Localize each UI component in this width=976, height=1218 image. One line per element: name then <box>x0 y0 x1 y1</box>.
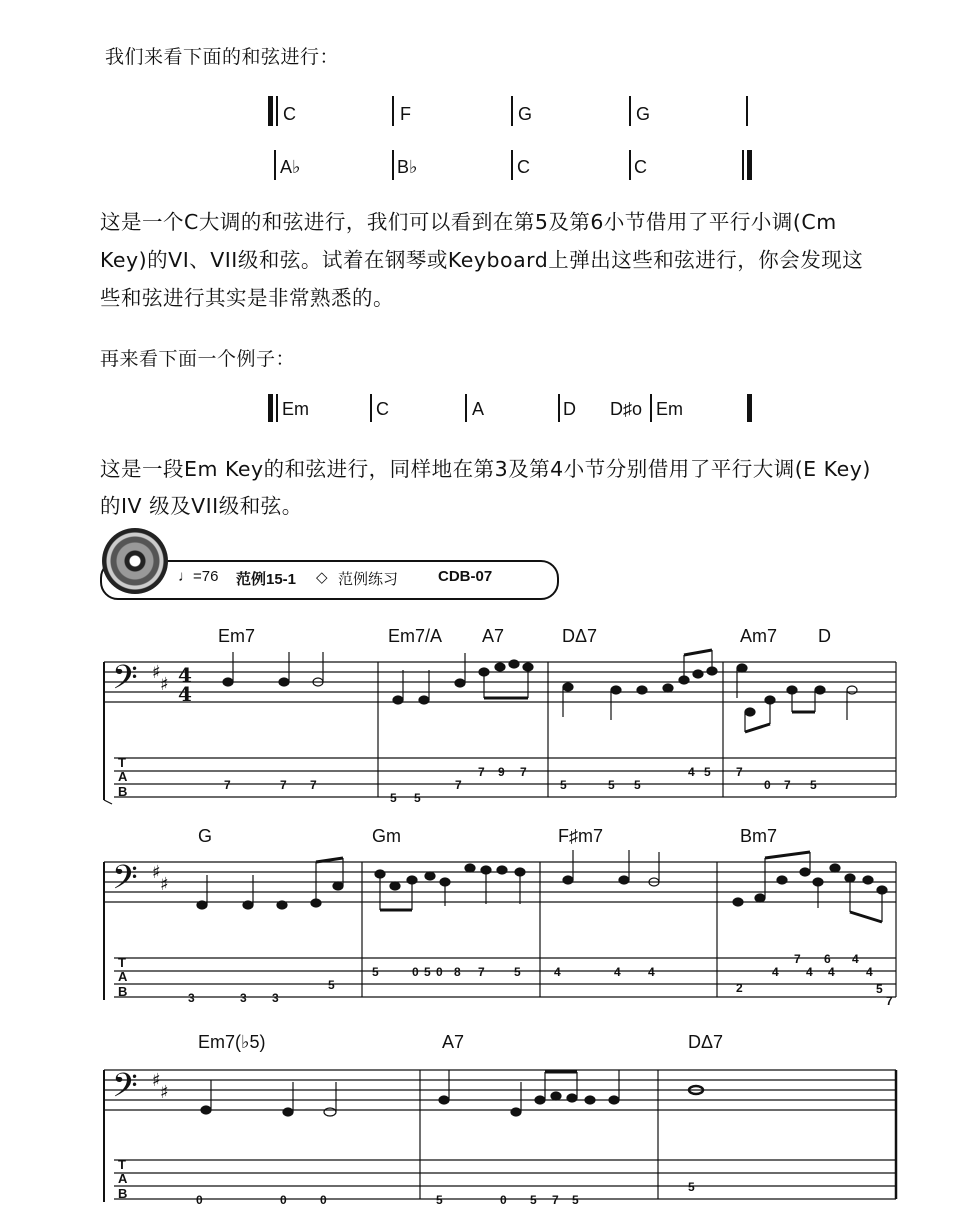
tab-number: 0 <box>320 1193 327 1207</box>
tab-number: 5 <box>572 1193 579 1207</box>
tab-letter-t: T <box>118 755 126 770</box>
staff-system-3 <box>104 1070 896 1202</box>
tab-number: 7 <box>478 765 485 779</box>
staff-chord: D <box>818 626 831 646</box>
tab-number: 7 <box>478 965 485 979</box>
tab-number: 7 <box>794 952 801 966</box>
bass-clef-icon: 𝄢 <box>112 1067 138 1113</box>
bass-clef-icon: 𝄢 <box>112 659 138 705</box>
svg-text:A: A <box>118 969 128 984</box>
time-signature-bottom: 4 <box>178 682 192 706</box>
tab-number: 5 <box>634 778 641 792</box>
staff-chord: F♯m7 <box>558 826 603 846</box>
tab-number: 7 <box>886 994 893 1008</box>
tab-number: 8 <box>454 965 461 979</box>
tab-number: 0 <box>412 965 419 979</box>
tab-number: 7 <box>224 778 231 792</box>
tab-letter-b: B <box>118 784 128 799</box>
paragraph-2-line-2: 的IV 级及VII级和弦。 <box>100 494 303 518</box>
svg-text:B: B <box>118 984 128 999</box>
staff-chord: A7 <box>442 1032 465 1052</box>
chord-label: C <box>376 399 389 419</box>
tab-number: 4 <box>688 765 695 779</box>
staff-chord: Gm <box>372 826 401 846</box>
intro-text: 我们来看下面的和弦进行： <box>105 46 340 68</box>
tab-number: 5 <box>514 965 521 979</box>
example-title: 范例15-1 <box>236 571 297 588</box>
tab-number: 0 <box>764 778 771 792</box>
paragraph-2-line-1: 这是一段Em Key的和弦进行，同样地在第3及第4小节分别借用了平行大调(E Key) <box>100 457 871 481</box>
tab-number: 4 <box>554 965 561 979</box>
chord-label: Em <box>282 399 309 419</box>
chord-label: D <box>563 399 576 419</box>
tab-number: 5 <box>810 778 817 792</box>
tab-number: 5 <box>876 982 883 996</box>
staff-chord: Em7/A <box>388 626 443 646</box>
tab-number: 6 <box>824 952 831 966</box>
tab-number: 4 <box>828 965 835 979</box>
svg-text:T: T <box>118 1157 126 1172</box>
staff-chord: Em7 <box>218 626 256 646</box>
diamond-icon: ◇ <box>316 569 328 586</box>
tab-number: 4 <box>852 952 859 966</box>
chord-label: C <box>283 104 296 124</box>
chord-label: C <box>517 157 530 177</box>
chord-label: B♭ <box>397 157 418 177</box>
tab-number: 5 <box>424 965 431 979</box>
tab-number: 7 <box>736 765 743 779</box>
tab-letter-a: A <box>118 769 128 784</box>
example-intro-text: 再来看下面一个例子： <box>100 348 296 370</box>
tab-number: 5 <box>704 765 711 779</box>
svg-text:B: B <box>118 1186 128 1201</box>
tab-number: 2 <box>736 981 743 995</box>
tab-number: 5 <box>372 965 379 979</box>
tab-number: 3 <box>240 991 247 1005</box>
staff-chord: DΔ7 <box>688 1032 724 1052</box>
chord-label: A <box>472 399 485 419</box>
tab-number: 4 <box>866 965 873 979</box>
tab-number: 3 <box>272 991 279 1005</box>
chord-label: A♭ <box>280 157 301 177</box>
tab-number: 0 <box>500 1193 507 1207</box>
tab-number: 3 <box>188 991 195 1005</box>
tab-number: 4 <box>806 965 813 979</box>
tab-number: 5 <box>414 791 421 805</box>
chord-label: C <box>634 157 647 177</box>
sharp-icon: ♯ <box>152 862 161 883</box>
tab-number: 4 <box>614 965 621 979</box>
sharp-icon: ♯ <box>160 1082 169 1103</box>
chord-label: D♯o <box>610 399 643 419</box>
tab-number: 5 <box>530 1193 537 1207</box>
staff-chord: A7 <box>482 626 505 646</box>
tab-number: 5 <box>560 778 567 792</box>
bass-clef-icon: 𝄢 <box>112 859 138 905</box>
staff-chord: DΔ7 <box>562 626 598 646</box>
tab-number: 5 <box>328 978 335 992</box>
tab-number: 0 <box>280 1193 287 1207</box>
staff-system-2 <box>104 862 896 1000</box>
staff-chord: G <box>198 826 213 846</box>
time-signature-top: 4 <box>178 663 192 687</box>
staff-chord: Am7 <box>740 626 778 646</box>
svg-text:T: T <box>118 955 126 970</box>
paragraph-1-line-3: 些和弦进行其实是非常熟悉的。 <box>100 286 394 310</box>
sharp-icon: ♯ <box>160 874 169 895</box>
sharp-icon: ♯ <box>152 662 161 683</box>
tab-number: 5 <box>608 778 615 792</box>
chord-label: Em <box>656 399 683 419</box>
staff-chord: Em7(♭5) <box>198 1032 266 1052</box>
paragraph-1-line-2: Key)的VI、VII级和弦。试着在钢琴或Keyboard上弹出这些和弦进行，你会发现这 <box>100 248 864 272</box>
tempo-marking: ♩=76 <box>178 568 219 585</box>
tab-number: 5 <box>390 791 397 805</box>
track-label: CDB-07 <box>438 568 493 585</box>
tab-number: 4 <box>772 965 779 979</box>
paragraph-1-line-1: 这是一个C大调的和弦进行，我们可以看到在第5及第6小节借用了平行小调(Cm <box>100 210 837 234</box>
tab-number: 4 <box>648 965 655 979</box>
tab-number: 7 <box>280 778 287 792</box>
tab-number: 5 <box>436 1193 443 1207</box>
tab-number: 9 <box>498 765 505 779</box>
tab-number: 7 <box>455 778 462 792</box>
tab-number: 7 <box>520 765 527 779</box>
tab-number: 7 <box>310 778 317 792</box>
tab-number: 5 <box>688 1180 695 1194</box>
chord-label: G <box>636 104 651 124</box>
chord-label: F <box>400 104 411 124</box>
tab-number: 7 <box>552 1193 559 1207</box>
sharp-icon: ♯ <box>160 674 169 695</box>
staff-chord: Bm7 <box>740 826 778 846</box>
tab-number: 7 <box>784 778 791 792</box>
tab-number: 0 <box>196 1193 203 1207</box>
svg-text:A: A <box>118 1171 128 1186</box>
tab-number: 0 <box>436 965 443 979</box>
sharp-icon: ♯ <box>152 1070 161 1091</box>
example-subtitle: 范例练习 <box>338 571 399 588</box>
chord-label: G <box>518 104 533 124</box>
